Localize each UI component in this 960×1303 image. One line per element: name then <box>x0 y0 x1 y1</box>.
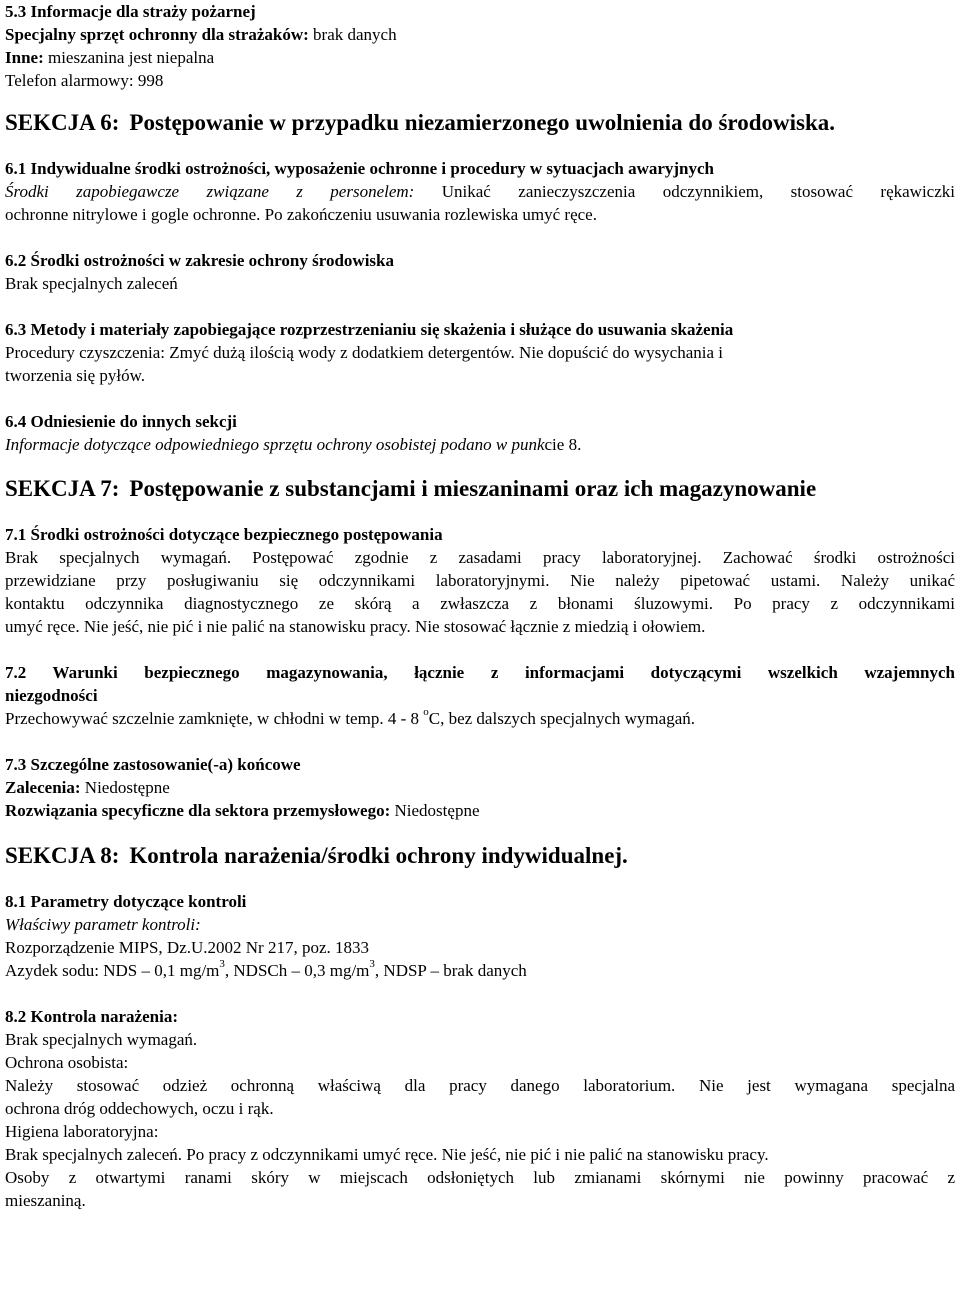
heading-6-2: 6.2 Środki ostrożności w zakresie ochrony środowiska <box>5 251 394 270</box>
hygiene-line2: Osoby z otwartymi ranami skóry w miejscach odsłoniętych lub zmianami skórnymi nie powinny pracować z <box>5 1168 955 1187</box>
industry-solutions: Rozwiązania specyficzne dla sektora przemysłowego: Niedostępne <box>5 801 480 820</box>
personal-protection-line2: ochrona dróg oddechowych, oczu i rąk. <box>5 1099 274 1118</box>
firefighter-equipment: Specjalny sprzęt ochronny dla strażaków: brak danych <box>5 25 397 44</box>
paragraph-7-1-line4: umyć ręce. Nie jeść, nie pić i nie palić na stanowisku pracy. Nie stosować łącznie z miedzią i ołowiem. <box>5 617 706 636</box>
paragraph-6-3-line1: Procedury czyszczenia: Zmyć dużą ilością wody z dodatkiem detergentów. Nie dopuścić do wysychania i <box>5 343 724 362</box>
personal-protection-label: Ochrona osobista: <box>5 1053 129 1072</box>
heading-5-3: 5.3 Informacje dla straży pożarnej <box>5 2 256 21</box>
regulation-reference: Rozporządzenie MIPS, Dz.U.2002 Nr 217, poz. 1833 <box>5 938 370 957</box>
paragraph-6-3-line2: tworzenia się pyłów. <box>5 366 146 385</box>
paragraph-7-1-line3: kontaktu odczynnika diagnostycznego ze skórą a zwłaszcza z błonami śluzowymi. Po pracy z odczynnikami <box>5 594 955 613</box>
section-6-title: SEKCJA 6: Postępowanie w przypadku niezamierzonego uwolnienia do środowiska. <box>5 110 835 135</box>
heading-8-1: 8.1 Parametry dotyczące kontroli <box>5 892 247 911</box>
paragraph-6-4: Informacje dotyczące odpowiedniego sprzętu ochrony osobistej podano w punkcie 8. <box>5 435 582 454</box>
paragraph-7-2: Przechowywać szczelnie zamknięte, w chłodni w temp. 4 - 8 $^o$C, bez dalszych specjalnych wymagań. <box>5 706 695 728</box>
heading-7-2-line2: niezgodności <box>5 686 98 705</box>
hygiene-line1: Brak specjalnych zaleceń. Po pracy z odczynnikami umyć ręce. Nie jeść, nie pić i nie palić na stanowisku pracy. <box>5 1145 769 1164</box>
section-8-title: SEKCJA 8: Kontrola narażenia/środki ochrony indywidualnej. <box>5 843 628 868</box>
emergency-phone: Telefon alarmowy: 998 <box>5 71 164 90</box>
personal-protection-line1: Należy stosować odzież ochronną właściwą dla pracy danego laboratorium. Nie jest wymagana specjalna <box>5 1076 955 1095</box>
heading-6-3: 6.3 Metody i materiały zapobiegające rozprzestrzenianiu się skażenia i służące do usuwania skażenia <box>5 320 734 339</box>
sodium-azide-limits: Azydek sodu: NDS – 0,1 $mg/m^3$, NDSCh – 0,3 $mg/m^3$, NDSP – brak danych <box>5 958 527 980</box>
paragraph-6-1-line1: Środki zapobiegawcze związane z personelem: Unikać zanieczyszczenia odczynnikiem, stosować rękawiczki <box>5 182 955 201</box>
recommendations: Zalecenia: Niedostępne <box>5 778 170 797</box>
paragraph-7-1-line2: przewidziane przy posługiwaniu się odczynnikami laboratoryjnymi. Nie należy pipetować ustami. Należy unikać <box>5 571 955 590</box>
paragraph-7-1-line1: Brak specjalnych wymagań. Postępować zgodnie z zasadami pracy laboratoryjnej. Zachować środki ostrożności <box>5 548 955 567</box>
control-parameter-label: Właściwy parametr kontroli: <box>5 915 201 934</box>
other-info: Inne: mieszanina jest niepalna <box>5 48 215 67</box>
heading-6-1: 6.1 Indywidualne środki ostrożności, wyposażenie ochronne i procedury w sytuacjach awaryjnych <box>5 159 715 178</box>
heading-7-1: 7.1 Środki ostrożności dotyczące bezpiecznego postępowania <box>5 525 443 544</box>
hygiene-label: Higiena laboratoryjna: <box>5 1122 159 1141</box>
heading-8-2: 8.2 Kontrola narażenia: <box>5 1007 178 1026</box>
paragraph-6-2: Brak specjalnych zaleceń <box>5 274 178 293</box>
section-7-title: SEKCJA 7: Postępowanie z substancjami i mieszaninami oraz ich magazynowanie <box>5 476 817 501</box>
hygiene-line3: mieszaniną. <box>5 1191 86 1210</box>
heading-7-2-line1: 7.2 Warunki bezpiecznego magazynowania, łącznie z informacjami dotyczącymi wszelkich wzajemnych <box>5 663 955 682</box>
heading-6-4: 6.4 Odniesienie do innych sekcji <box>5 412 237 431</box>
heading-7-3: 7.3 Szczególne zastosowanie(-a) końcowe <box>5 755 301 774</box>
paragraph-6-1-line2: ochronne nitrylowe i gogle ochronne. Po zakończeniu usuwania rozlewiska umyć ręce. <box>5 205 597 224</box>
paragraph-8-2: Brak specjalnych wymagań. <box>5 1030 198 1049</box>
